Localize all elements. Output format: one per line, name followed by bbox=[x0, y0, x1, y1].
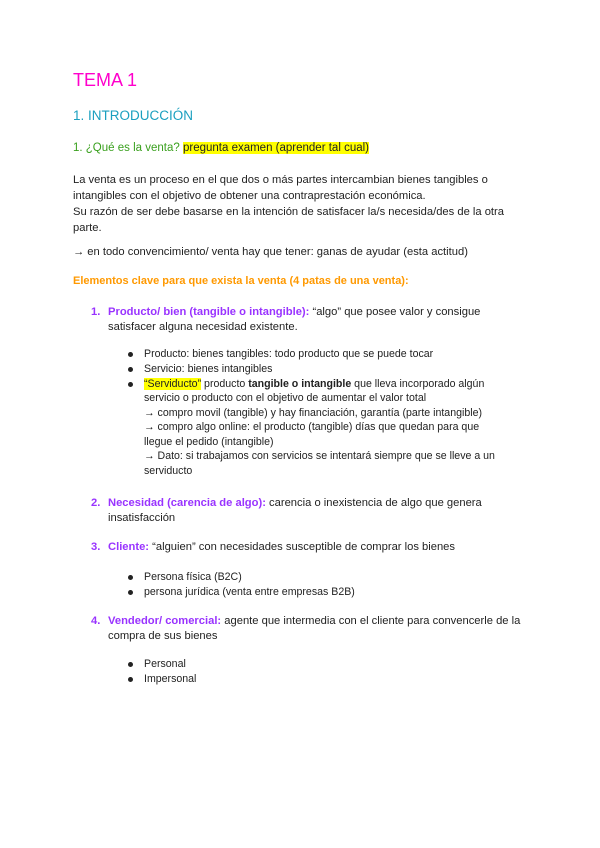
arrow-note: → en todo convencimiento/ venta hay que tener: ganas de ayudar (esta actitud) bbox=[73, 246, 468, 258]
list-item: Servicio: bienes intangibles bbox=[144, 363, 273, 375]
serviducto-line: llegue el pedido (intangible) bbox=[144, 435, 274, 448]
list-item: Producto: bienes tangibles: todo producto que se puede tocar bbox=[144, 348, 434, 360]
section-heading: 1. INTRODUCCIÓN bbox=[73, 108, 194, 123]
serviducto-line: → compro movil (tangible) y hay financiación, garantía (parte intangible) bbox=[144, 406, 482, 419]
item-text: “algo” que posee valor y consigue bbox=[309, 306, 481, 318]
item-2-text bbox=[108, 495, 482, 511]
item-number: 4. bbox=[91, 615, 101, 627]
bullet-icon bbox=[128, 590, 133, 595]
definition-line: parte. bbox=[73, 222, 102, 234]
serviducto-line: servicio o producto con el objetivo de aumentar el valor total bbox=[144, 392, 427, 404]
definition-line: intangibles con el objetivo de obtener una contraprestación económica. bbox=[73, 190, 426, 202]
list-item: Persona física (B2C) bbox=[144, 571, 242, 583]
item-text: agente que intermedia con el cliente para convencerle de la bbox=[221, 615, 521, 627]
serviducto-line: → Dato: si trabajamos con servicios se intentará siempre que se lleve a un bbox=[144, 450, 495, 462]
bullet-icon bbox=[128, 677, 133, 682]
item-3-text bbox=[108, 539, 455, 555]
serviducto-highlight: “Serviducto” bbox=[144, 378, 202, 390]
page-title: TEMA 1 bbox=[73, 70, 138, 90]
serviducto-text: producto bbox=[201, 378, 249, 390]
bullet-icon bbox=[128, 382, 133, 387]
definition-line: Su razón de ser debe basarse en la intención de satisfacer la/s necesida/des de la otra bbox=[73, 206, 504, 218]
item-1-text bbox=[108, 304, 480, 320]
list-item: Impersonal bbox=[144, 673, 197, 685]
item-label: Vendedor/ comercial: bbox=[108, 615, 222, 627]
item-text: “alguien” con necesidades susceptible de comprar los bienes bbox=[149, 541, 455, 553]
question-label: 1. ¿Qué es la venta? bbox=[73, 142, 180, 154]
item-text: compra de sus bienes bbox=[108, 630, 218, 642]
item-number: 3. bbox=[91, 541, 101, 553]
list-item-serviducto bbox=[144, 377, 484, 392]
item-4-text bbox=[108, 613, 520, 629]
question-heading bbox=[73, 142, 369, 154]
bullet-icon bbox=[128, 352, 133, 357]
item-text: insatisfacción bbox=[108, 512, 176, 524]
key-elements-heading: Elementos clave para que exista la venta (4 patas de una venta): bbox=[73, 275, 409, 287]
serviducto-line: → compro algo online: el producto (tangible) días que quedan para que bbox=[144, 421, 480, 433]
definition-line: La venta es un proceso en el que dos o más partes intercambian bienes tangibles o bbox=[73, 174, 488, 186]
exam-highlight: pregunta examen (aprender tal cual) bbox=[182, 142, 369, 154]
definition-paragraph bbox=[73, 172, 504, 236]
list-item: persona jurídica (venta entre empresas B2B) bbox=[144, 586, 355, 598]
item-label: Cliente: bbox=[108, 541, 150, 553]
item-number: 2. bbox=[91, 497, 101, 509]
item-label: Producto/ bien (tangible o intangible): bbox=[108, 306, 310, 318]
serviducto-lines bbox=[144, 391, 495, 478]
item-text: satisfacer alguna necesidad existente. bbox=[108, 321, 298, 333]
item-text: carencia o inexistencia de algo que genera bbox=[265, 497, 482, 509]
item-label: Necesidad (carencia de algo): bbox=[108, 497, 266, 509]
serviducto-line: serviducto bbox=[144, 464, 193, 477]
bullet-icon bbox=[128, 575, 133, 580]
list-item: Personal bbox=[144, 658, 186, 670]
bullet-icon bbox=[128, 367, 133, 372]
serviducto-bold: tangible o intangible bbox=[248, 378, 352, 390]
item-number: 1. bbox=[91, 306, 101, 318]
bullet-icon bbox=[128, 662, 133, 667]
serviducto-text: que lleva incorporado algún bbox=[351, 378, 485, 390]
